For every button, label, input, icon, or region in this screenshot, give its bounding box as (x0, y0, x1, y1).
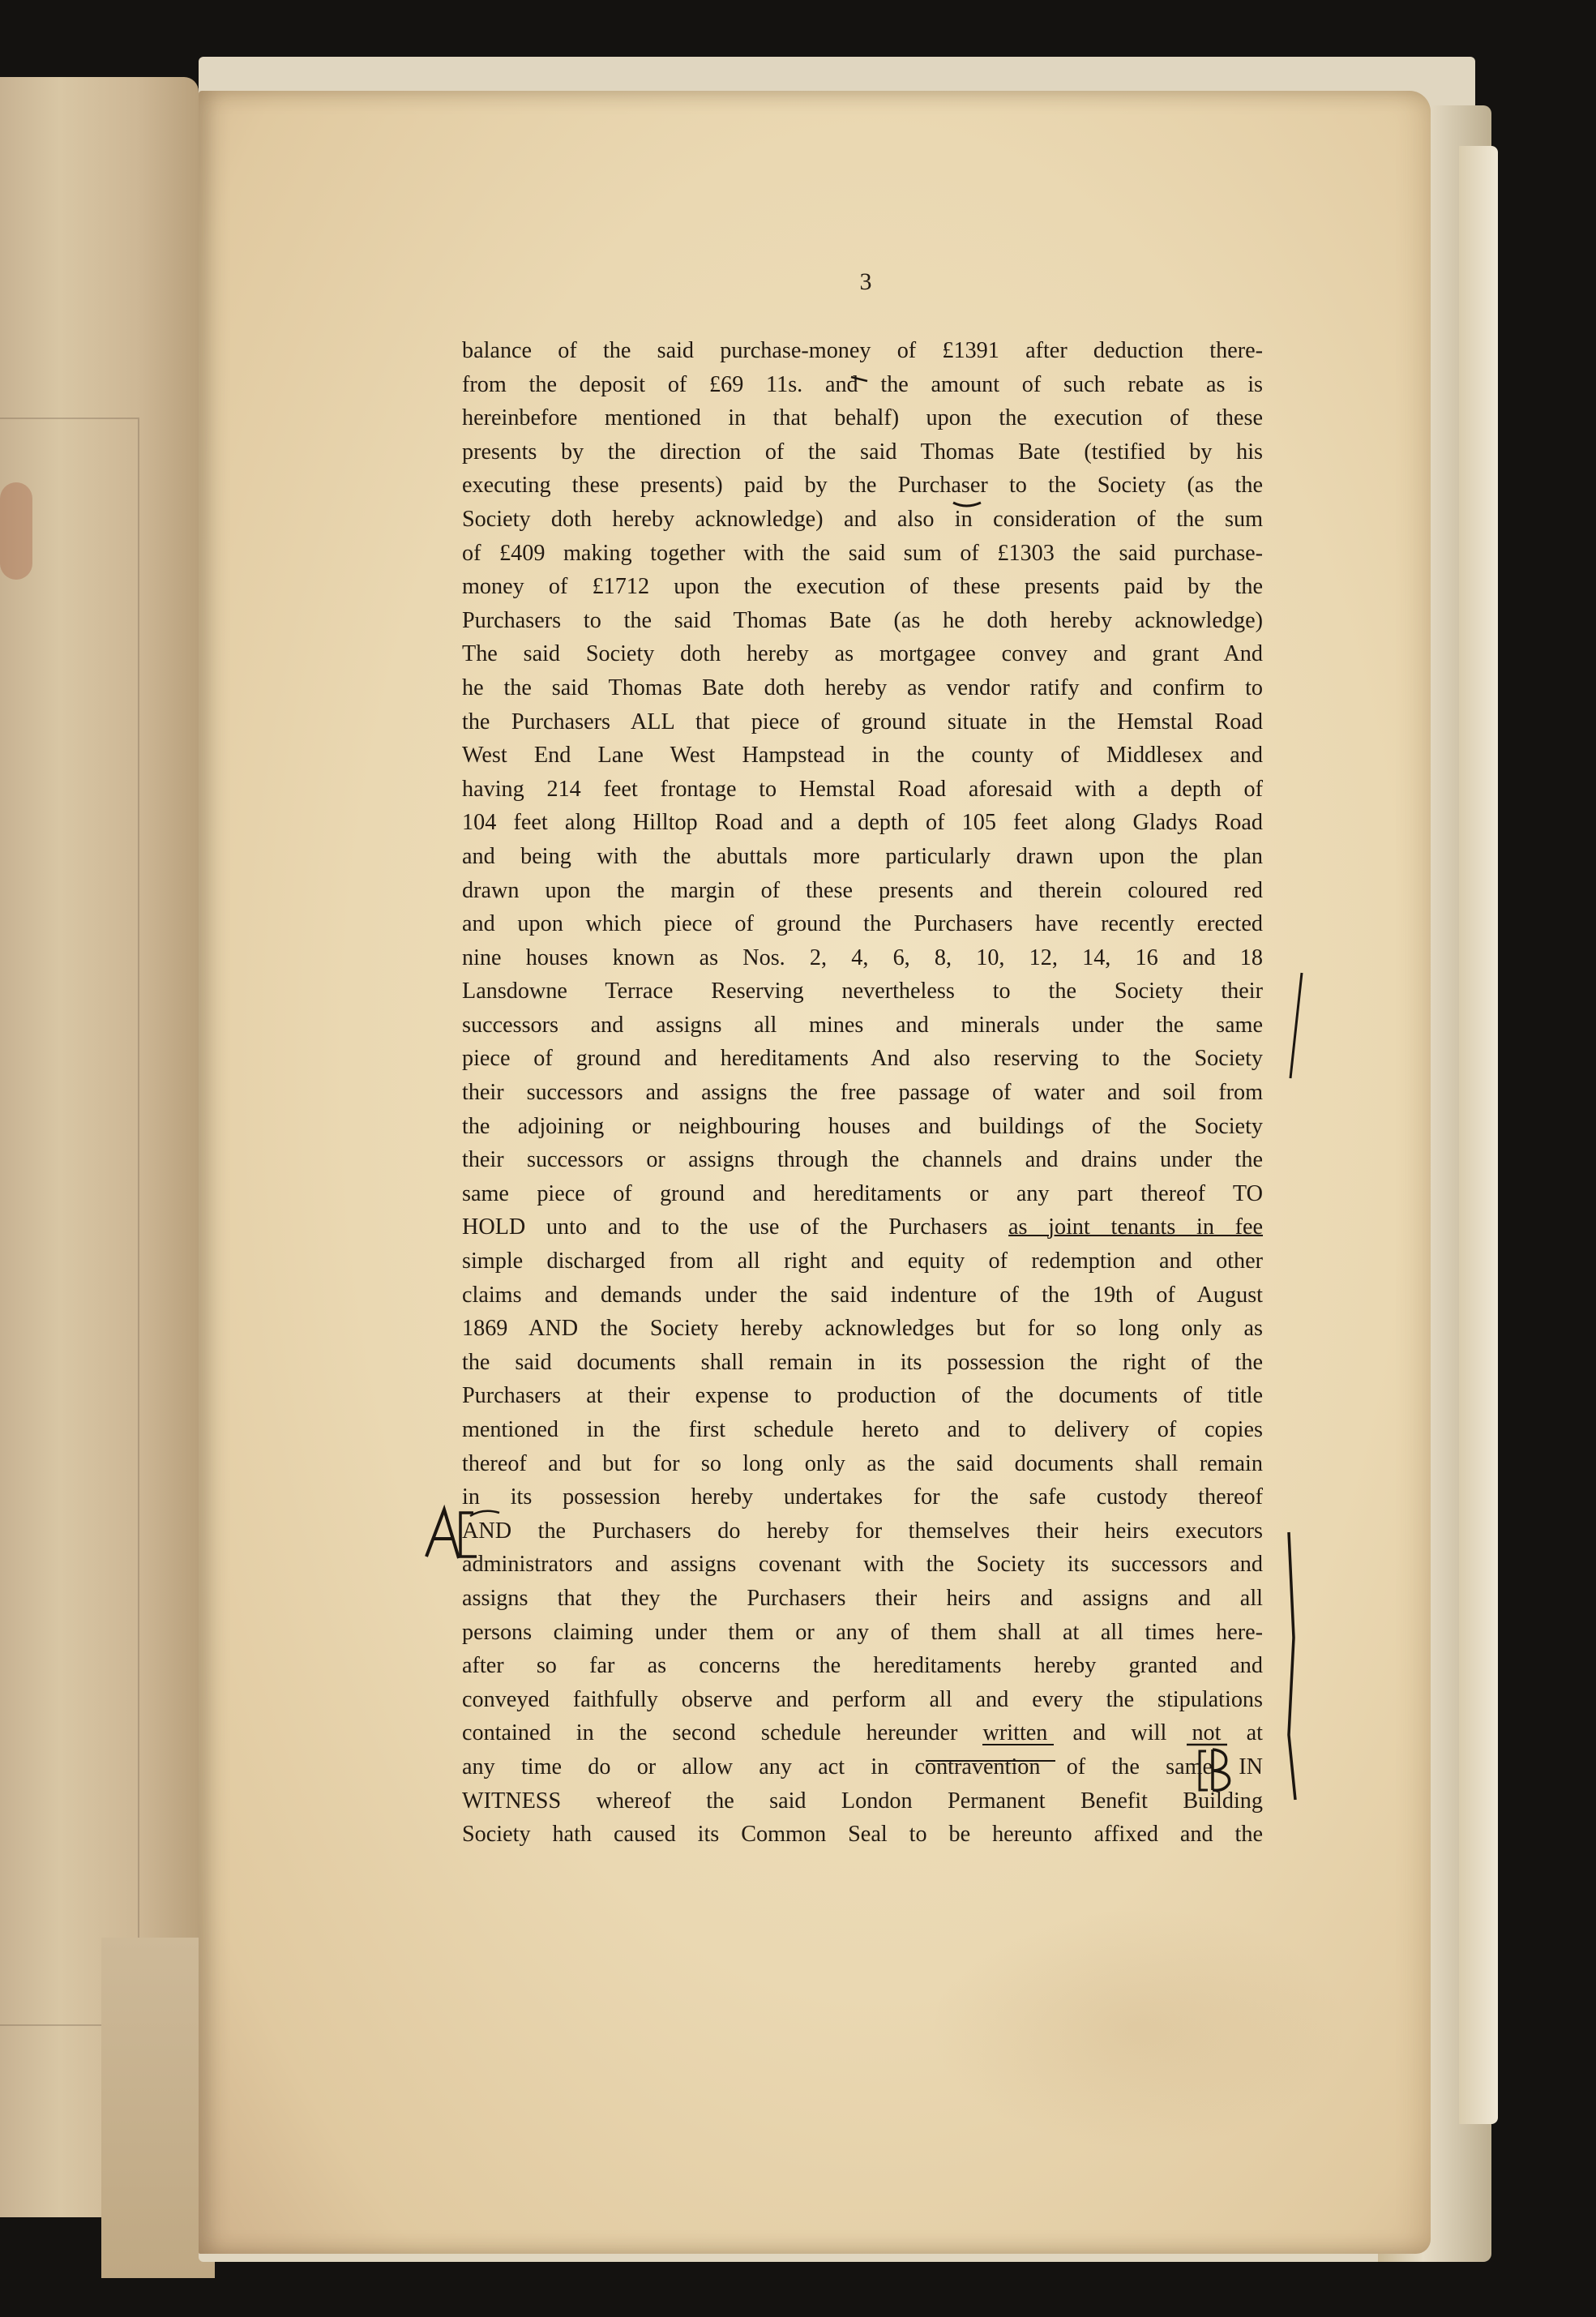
text-line: their successors or assigns through the channels and drains under the (462, 1147, 1263, 1173)
text-line: from the deposit of £69 11s. and the amount of such rebate as is (462, 371, 1263, 397)
text-line: piece of ground and hereditaments And also reserving to the Society (462, 1046, 1263, 1072)
text-line: the Purchasers ALL that piece of ground situate in the Hemstal Road (462, 709, 1263, 735)
text-line: presents by the direction of the said Thomas Bate (testified by his (462, 439, 1263, 465)
text-line: successors and assigns all mines and minerals under the same (462, 1012, 1263, 1038)
text-line: hereinbefore mentioned in that behalf) upon the execution of these (462, 405, 1263, 431)
margin-annotation-b (1213, 1751, 1218, 1760)
text-line: 1869 AND the Society hereby acknowledges but for so long only as (462, 1316, 1263, 1342)
text-line: of £409 making together with the said sum of £1303 the said purchase- (462, 540, 1263, 566)
text-line: after so far as concerns the hereditaments hereby granted and (462, 1653, 1263, 1679)
text-line: having 214 feet frontage to Hemstal Road aforesaid with a depth of (462, 776, 1263, 802)
text-line: Lansdowne Terrace Reserving nevertheless to the Society their (462, 979, 1263, 1004)
text-line: contained in the second schedule hereunder written and will not at (462, 1720, 1263, 1746)
text-line: Purchasers at their expense to production of the documents of title (462, 1383, 1263, 1409)
underlined-phrase: as joint tenants in fee (1008, 1214, 1264, 1240)
text-line: conveyed faithfully observe and perform all and every the stipulations (462, 1686, 1263, 1712)
text-line: WITNESS whereof the said London Permanent Benefit Building (462, 1788, 1263, 1814)
text-line: 104 feet along Hilltop Road and a depth of 105 feet along Gladys Road (462, 810, 1263, 836)
text-line: assigns that they the Purchasers their heirs and assigns and all (462, 1585, 1263, 1611)
text-line: AND the Purchasers do hereby for themselves their heirs executors (462, 1518, 1263, 1544)
stain (928, 1907, 1350, 2150)
page-number: 3 (859, 268, 872, 295)
left-facing-page (0, 77, 199, 2217)
text-line: The said Society doth hereby as mortgagee convey and grant And (462, 641, 1263, 667)
text-line: drawn upon the margin of these presents and therein coloured red (462, 877, 1263, 903)
text-line: Purchasers to the said Thomas Bate (as he doth hereby acknowledge) (462, 607, 1263, 633)
text-line: claims and demands under the said indenture of the 19th of August (462, 1282, 1263, 1308)
left-page-frame (0, 418, 139, 2026)
text-line: mentioned in the first schedule hereto and to delivery of copies (462, 1417, 1263, 1442)
margin-annotation-a (426, 1510, 432, 1518)
text-line: simple discharged from all right and equity of redemption and other (462, 1248, 1263, 1274)
text-line: any time do or allow any act in contravention of the same IN (462, 1754, 1263, 1780)
text-line-with-underline (462, 1210, 1263, 1244)
text-segment: HOLD unto and to the use of the Purchasers (462, 1214, 988, 1240)
text-line: administrators and assigns covenant with the Society its successors and (462, 1552, 1263, 1578)
back-sheet-edge-2 (1459, 146, 1498, 2124)
binding-strip (101, 1938, 215, 2278)
text-line: the adjoining or neighbouring houses and buildings of the Society (462, 1113, 1263, 1139)
text-line: Society hath caused its Common Seal to be hereunto affixed and the (462, 1822, 1263, 1848)
text-line: money of £1712 upon the execution of these presents paid by the (462, 574, 1263, 600)
text-line: the said documents shall remain in its possession the right of the (462, 1349, 1263, 1375)
text-line: in its possession hereby undertakes for the safe custody thereof (462, 1484, 1263, 1510)
text-line: and being with the abuttals more particularly drawn upon the plan (462, 843, 1263, 869)
text-line: same piece of ground and hereditaments or any part thereof TO (462, 1180, 1263, 1206)
text-line: nine houses known as Nos. 2, 4, 6, 8, 10, 12, 14, 16 and 18 (462, 944, 1263, 970)
text-line: he the said Thomas Bate doth hereby as vendor ratify and confirm to (462, 675, 1263, 700)
text-line: balance of the said purchase-money of £1391 after deduction there- (462, 338, 1263, 363)
text-line: their successors and assigns the free passage of water and soil from (462, 1080, 1263, 1106)
text-line: thereof and but for so long only as the said documents shall remain (462, 1450, 1263, 1476)
text-line: persons claiming under them or any of them shall at all times here- (462, 1619, 1263, 1645)
text-line: and upon which piece of ground the Purchasers have recently erected (462, 911, 1263, 937)
text-line: Society doth hereby acknowledge) and also in consideration of the sum (462, 506, 1263, 532)
text-line: West End Lane West Hampstead in the county of Middlesex and (462, 743, 1263, 769)
text-line: executing these presents) paid by the Purchaser to the Society (as the (462, 473, 1263, 499)
document-body (462, 334, 1263, 1852)
